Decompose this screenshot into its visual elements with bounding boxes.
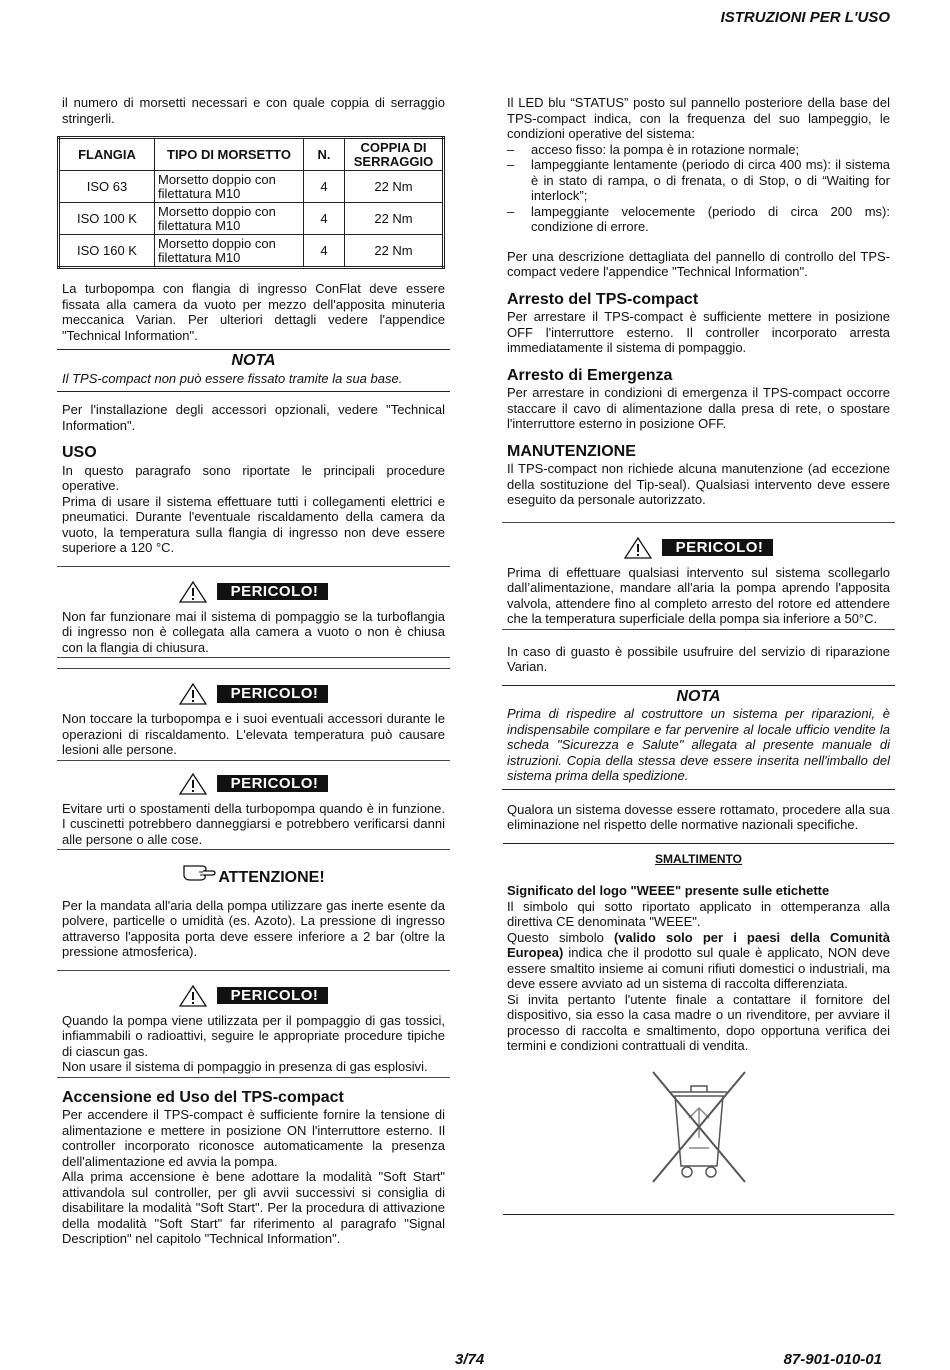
attention-box bbox=[62, 862, 445, 960]
table-header: FLANGIA bbox=[59, 138, 155, 171]
attention-title: ATTENZIONE! bbox=[218, 869, 325, 886]
weee-text: indica che il prodotto sul quale è applicato, NON deve essere smaltito insieme ai comuni rifiuti domestici o industriali, ma deve essere avviato ad un sistema di raccolta differenziata. bbox=[507, 945, 890, 991]
weee-title: Significato del logo "WEEE" presente sulle etichette bbox=[507, 883, 830, 898]
danger-badge: PERICOLO! bbox=[217, 583, 329, 601]
section-title-accensione: Accensione ed Uso del TPS-compact bbox=[62, 1088, 344, 1106]
nota-box-right bbox=[502, 685, 895, 790]
weee-text: Questo simbolo bbox=[507, 929, 614, 945]
right-column bbox=[507, 95, 890, 1215]
guasto-paragraph: In caso di guasto è possibile usufruire del servizio di riparazione Varian. bbox=[507, 643, 890, 674]
weee-paragraph-1: Il simbolo qui sotto riportato applicato in ottemperanza alla direttiva CE denominata "WEEE". bbox=[507, 898, 890, 929]
warning-triangle-icon bbox=[179, 773, 207, 795]
danger-text: Non toccare la turbopompa e i suoi eventuali accessori durante le operazioni di riscaldamento. L'elevata temperatura può causare lesioni alle persone. bbox=[62, 711, 445, 757]
list-item: – acceso fisso: la pompa è in rotazione normale; bbox=[507, 142, 890, 158]
table-header: N. bbox=[304, 138, 345, 171]
table-cell: 22 Nm bbox=[345, 171, 444, 203]
attention-text: Per la mandata all'aria della pompa utilizzare gas inerte esente da polvere, particelle o umidità (es. Azoto). La pressione di ingresso attraverso l'apposita porta deve essere inferiore a 2 bar (oltre la pressione atmosferica). bbox=[62, 897, 445, 959]
divider bbox=[503, 1214, 894, 1215]
nota-body: Prima di rispedire al costruttore un sistema per riparazioni, è indispensabile compilare e far pervenire al locale ufficio vendite la scheda "Sicurezza e Salute" allegata al presente manuale di istruzioni. Copia della stessa deve essere inserita nell'imballo del sistema prima della spedizione. bbox=[507, 706, 890, 783]
section-title-arresto: Arresto del TPS-compact bbox=[507, 290, 699, 308]
emergenza-paragraph: Per arrestare in condizioni di emergenza il TPS-compact occorre staccare il cavo di alimentazione dalla presa di rete, o spostare l'interruttore esterno in posizione OFF. bbox=[507, 385, 890, 431]
accensione-paragraph-2: Alla prima accensione è bene adottare la modalità "Soft Start" attivandola sul controller, per gli avvii successivi si consiglia di disabilitare la modalità "Soft Start". Per la procedura di attivazione della modalità "Soft Start" far riferimento al paragrafo "Signal Description" nel capitolo "Technical Information". bbox=[62, 1169, 445, 1246]
divider bbox=[57, 391, 450, 392]
uso-paragraph-1: In questo paragrafo sono riportate le principali procedure operative. bbox=[62, 462, 445, 493]
list-item: – lampeggiante velocemente (periodo di circa 200 ms): condizione di errore. bbox=[507, 204, 890, 235]
weee-crossed-bin-icon bbox=[649, 1068, 749, 1186]
manutenzione-paragraph: Il TPS-compact non richiede alcuna manutenzione (ad eccezione della sostituzione del Tip-seal). Qualsiasi intervento deve essere eseguito da personale autorizzato. bbox=[507, 461, 890, 507]
table-cell: Morsetto doppio con filettatura M10 bbox=[155, 235, 304, 268]
led-status-list bbox=[507, 142, 890, 235]
warning-triangle-icon bbox=[624, 537, 652, 559]
table-row bbox=[59, 235, 444, 268]
table-row bbox=[59, 203, 444, 235]
led-intro: Il LED blu “STATUS” posto sul pannello posteriore della base del TPS-compact indica, con la frequenza del suo lampeggio, le condizioni operative del sistema: bbox=[507, 95, 890, 141]
list-item: – lampeggiante lentamente (periodo di circa 400 ms): il sistema è in stato di rampa, o di frenata, o di Stop, o di “Waiting for interlock”; bbox=[507, 157, 890, 204]
install-paragraph: Per l'installazione degli accessori opzionali, vedere "Technical Information". bbox=[62, 402, 445, 433]
danger-badge: PERICOLO! bbox=[217, 685, 329, 703]
rottamato-paragraph: Qualora un sistema dovesse essere rottamato, procedere alla sua eliminazione nel rispetto delle normative nazionali specifiche. bbox=[507, 801, 890, 832]
weee-bold-text: (valido solo per i paesi della Comunità Europea) bbox=[507, 929, 890, 960]
accensione-paragraph-1: Per accendere il TPS-compact è sufficiente fornire la tensione di alimentazione e mettere in posizione ON l'interruttore esterno. Il controller incorporato riconosce automaticamente la presenza dell'alimentazione ed avvia la pompa. bbox=[62, 1107, 445, 1169]
page-number: 3/74 bbox=[455, 1351, 485, 1368]
intro-text: il numero di morsetti necessari e con quale coppia di serraggio stringerli. bbox=[62, 95, 445, 126]
warning-triangle-icon bbox=[179, 581, 207, 603]
section-title-emergenza: Arresto di Emergenza bbox=[507, 366, 673, 384]
danger-box-3 bbox=[57, 760, 450, 851]
table-cell: ISO 100 K bbox=[59, 203, 155, 235]
danger-text: Quando la pompa viene utilizzata per il pompaggio di gas tossici, infiammabili o radioattivi, seguire le appropriate procedure tipiche di ciascun gas. bbox=[62, 1012, 445, 1059]
divider bbox=[502, 789, 895, 790]
smaltimento-title: SMALTIMENTO bbox=[655, 851, 742, 866]
table-row bbox=[59, 171, 444, 203]
danger-box-5 bbox=[502, 522, 895, 630]
table-cell: Morsetto doppio con filettatura M10 bbox=[155, 171, 304, 203]
nota-title: NOTA bbox=[231, 352, 276, 369]
danger-badge: PERICOLO! bbox=[217, 987, 329, 1005]
danger-text: Non far funzionare mai il sistema di pompaggio se la turboflangia di ingresso non è collegata alla camera a vuoto o non è chiusa con la flangia di chiusura. bbox=[62, 608, 445, 655]
danger-badge: PERICOLO! bbox=[217, 775, 329, 793]
table-cell: 22 Nm bbox=[345, 235, 444, 268]
document-code: 87-901-010-01 bbox=[783, 1351, 882, 1368]
arresto-paragraph: Per arrestare il TPS-compact è sufficiente mettere in posizione OFF l'interruttore esterno. Il controller incorporato arresta immediatamente il sistema di pompaggio. bbox=[507, 309, 890, 355]
table-header: COPPIA DI SERRAGGIO bbox=[345, 138, 444, 171]
section-title-uso: USO bbox=[62, 444, 97, 461]
table-cell: 22 Nm bbox=[345, 203, 444, 235]
danger-box-1 bbox=[57, 566, 450, 659]
warning-triangle-icon bbox=[179, 683, 207, 705]
divider bbox=[503, 843, 894, 844]
left-column bbox=[62, 95, 445, 1247]
pointing-hand-icon bbox=[182, 862, 216, 886]
clamp-table bbox=[57, 136, 445, 269]
danger-box-4 bbox=[57, 970, 450, 1078]
table-cell: ISO 160 K bbox=[59, 235, 155, 268]
weee-paragraph-3: Si invita pertanto l'utente finale a contattare il fornitore del dispositivo, sia esso la casa madre o un rivenditore, per avviare il processo di raccolta e smaltimento, dopo opportuna verifica dei termini e condizioni contrattuali di vendita. bbox=[507, 991, 890, 1053]
weee-paragraph-2 bbox=[507, 930, 890, 992]
section-title-manutenzione: MANUTENZIONE bbox=[507, 442, 636, 460]
table-cell: 4 bbox=[304, 203, 345, 235]
turbo-paragraph: La turbopompa con flangia di ingresso ConFlat deve essere fissata alla camera da vuoto per mezzo dell'apposita minuteria meccanica Varian. Per ulteriori dettagli vedere l'appendice "Technical Information". bbox=[62, 281, 445, 343]
table-cell: Morsetto doppio con filettatura M10 bbox=[155, 203, 304, 235]
warning-triangle-icon bbox=[179, 985, 207, 1007]
danger-badge: PERICOLO! bbox=[662, 539, 774, 557]
table-cell: 4 bbox=[304, 171, 345, 203]
table-header-row bbox=[59, 138, 444, 171]
danger-text: Non usare il sistema di pompaggio in presenza di gas esplosivi. bbox=[62, 1059, 428, 1074]
nota-box bbox=[57, 349, 450, 392]
nota-title: NOTA bbox=[676, 687, 721, 705]
table-cell: 4 bbox=[304, 235, 345, 268]
danger-text: Evitare urti o spostamenti della turbopompa quando è in funzione. I cuscinetti potrebbero danneggiarsi e potrebbero verificarsi danni alle persone o alle cose. bbox=[62, 800, 445, 847]
panel-paragraph: Per una descrizione dettagliata del pannello di controllo del TPS-compact vedere l'appendice "Technical Information". bbox=[507, 248, 890, 279]
table-header: TIPO DI MORSETTO bbox=[155, 138, 304, 171]
page-header-title: ISTRUZIONI PER L'USO bbox=[720, 9, 890, 26]
danger-box-2 bbox=[57, 668, 450, 760]
table-cell: ISO 63 bbox=[59, 171, 155, 203]
uso-paragraph-2: Prima di usare il sistema effettuare tutti i collegamenti elettrici e pneumatici. Durante l'eventuale riscaldamento della camera da vuoto, la temperatura sulla flangia di ingresso non deve essere superiore a 120 °C. bbox=[62, 493, 445, 555]
nota-body: Il TPS-compact non può essere fissato tramite la sua base. bbox=[62, 370, 403, 386]
danger-text: Prima di effettuare qualsiasi intervento sul sistema scollegarlo dall’alimentazione, mandare all'aria la pompa aprendo l'apposita valvola, attendere fino al completo arresto del rotore ed attendere che la temperatura superficiale della pompa sia inferiore a 50°C. bbox=[507, 564, 890, 626]
